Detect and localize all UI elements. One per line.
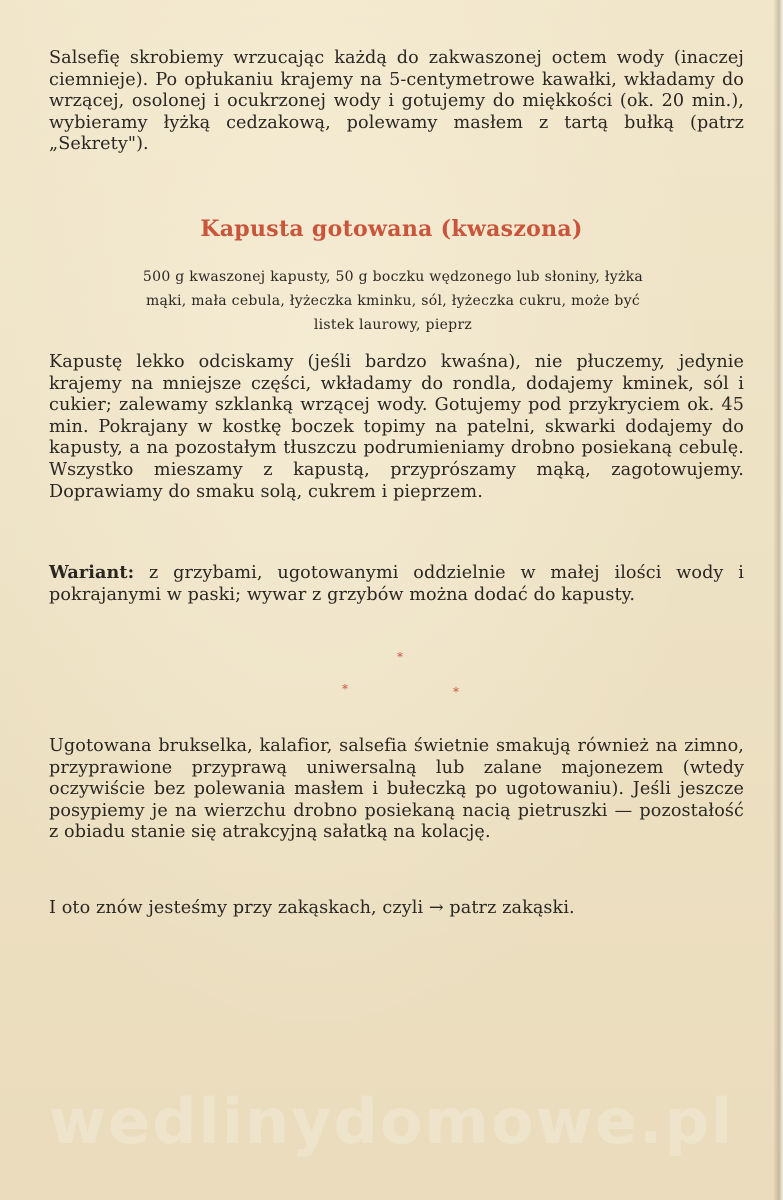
variant-label: Wariant: bbox=[49, 562, 135, 583]
ingredients-list: 500 g kwaszonej kapusty, 50 g boczku wędzonego lub słoniny, łyżka mąki, mała cebula, łyżeczka kminku, sól, łyżeczka cukru, może być listek laurowy, pieprz bbox=[142, 269, 644, 333]
variant-text: z grzybami, ugotowanymi oddzielnie w małej ilości wody i pokrajanymi w paski; wywar z grzybów można dodać do kapusty. bbox=[49, 563, 744, 605]
recipe-title: Kapusta gotowana (kwaszona) bbox=[200, 216, 583, 242]
page-edge bbox=[773, 0, 783, 1200]
method-paragraph: Kapustę lekko odciskamy (jeśli bardzo kwaśna), nie płuczemy, jedynie krajemy na mniejsze części, wkładamy do rondla, dodajemy kminek, sól i cukier; zalewamy szklanką wrzącej wody. Gotujemy pod przykryciem ok. 45 min. Pokrajany w kostkę boczek topimy na patelni, skwarki dodajemy do kapusty, a na pozostałym tłuszczu podrumieniamy drobno posiekaną cebulę. Wszystko mieszamy z kapustą, przyprószamy mąką, zagotowujemy. Doprawiamy do smaku solą, cukrem i pieprzem. bbox=[49, 352, 744, 502]
closing-paragraph: I oto znów jesteśmy przy zakąskach, czyli → patrz zakąski. bbox=[49, 898, 575, 918]
intro-paragraph: Salsefię skrobiemy wrzucając każdą do zakwaszonej octem wody (inaczej ciemnieje). Po opłukaniu krajemy na 5-centymetrowe kawałki, wkładamy do wrzącej, osolonej i ocukrzonej wody i gotujemy do miękkości (ok. 20 min.), wybieramy łyżką cedzakową, polewamy masłem z tartą bułką (patrz „Sekrety"). bbox=[49, 48, 744, 155]
watermark: wedlinydomowe.pl bbox=[48, 1085, 735, 1158]
separator-star-icon: * bbox=[453, 685, 459, 699]
leftovers-paragraph: Ugotowana brukselka, kalafior, salsefia świetnie smakują również na zimno, przyprawione przyprawą uniwersalną lub zalane majonezem (wtedy oczywiście bez polewania masłem i bułeczką po ugotowaniu). Jeśli jeszcze posypiemy je na wierzchu drobno posiekaną nacią pietruszki — pozostałość z obiadu stanie się atrakcyjną sałatką na kolację. bbox=[49, 736, 744, 843]
variant-paragraph bbox=[49, 562, 744, 606]
separator-star-icon: * bbox=[342, 682, 348, 696]
separator-star-icon: * bbox=[397, 650, 403, 664]
